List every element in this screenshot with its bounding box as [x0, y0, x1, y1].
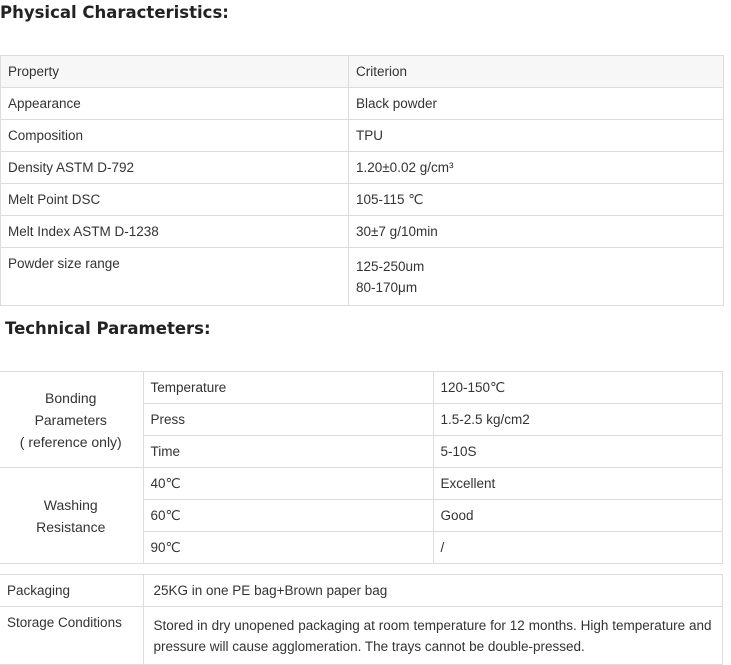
table-row — [1, 152, 724, 184]
storage-conditions-value-cell: Stored in dry unopened packaging at room temperature for 12 months. High temperature and pressure will cause agglomeration. The trays cannot be double-pressed. — [143, 607, 722, 665]
table-row — [1, 120, 724, 152]
parameter-cell: Press — [143, 404, 433, 436]
criterion-cell: 1.20±0.02 g/cm³ — [349, 152, 724, 184]
criterion-cell: 30±7 g/10min — [349, 216, 724, 248]
group-label-line: Washing — [43, 496, 98, 513]
powder-size-line: 125-250um — [356, 258, 425, 274]
table-row — [1, 184, 724, 216]
property-cell: Appearance — [1, 88, 349, 120]
column-header-property: Property — [1, 56, 349, 88]
technical-parameters-table — [0, 371, 723, 564]
group-label-line: Bonding — [45, 389, 97, 406]
parameter-cell: 40℃ — [143, 468, 433, 500]
washing-resistance-group-cell — [0, 468, 143, 564]
table-row — [1, 216, 724, 248]
powder-size-line: 80-170μm — [356, 279, 418, 295]
property-cell: Melt Point DSC — [1, 184, 349, 216]
storage-table — [0, 574, 723, 665]
table-row — [1, 88, 724, 120]
group-label-line: Resistance — [36, 518, 106, 535]
table-row — [0, 607, 722, 665]
table-row — [0, 575, 722, 607]
value-cell: 120-150℃ — [433, 372, 722, 404]
storage-conditions-label-cell: Storage Conditions — [0, 607, 143, 665]
table-row — [0, 372, 722, 404]
criterion-cell — [349, 248, 724, 306]
property-cell: Melt Index ASTM D-1238 — [1, 216, 349, 248]
parameter-cell: 90℃ — [143, 532, 433, 564]
group-label-line: ( reference only) — [19, 433, 122, 450]
group-label-line: Parameters — [34, 411, 107, 428]
physical-characteristics-heading: Physical Characteristics: — [0, 3, 229, 22]
parameter-cell: Time — [143, 436, 433, 468]
value-cell: 1.5-2.5 kg/cm2 — [433, 404, 722, 436]
technical-parameters-heading: Technical Parameters: — [5, 319, 211, 338]
criterion-cell: TPU — [349, 120, 724, 152]
property-cell: Density ASTM D-792 — [1, 152, 349, 184]
value-cell: / — [433, 532, 722, 564]
table-header-row — [1, 56, 724, 88]
packaging-label-cell: Packaging — [0, 575, 143, 607]
table-row — [1, 248, 724, 306]
value-cell: Excellent — [433, 468, 722, 500]
bonding-parameters-group-cell — [0, 372, 143, 468]
parameter-cell: Temperature — [143, 372, 433, 404]
column-header-criterion: Criterion — [349, 56, 724, 88]
table-row — [0, 468, 722, 500]
criterion-cell: 105-115 ℃ — [349, 184, 724, 216]
property-cell: Composition — [1, 120, 349, 152]
value-cell: 5-10S — [433, 436, 722, 468]
criterion-cell: Black powder — [349, 88, 724, 120]
physical-characteristics-table — [0, 55, 724, 306]
property-cell: Powder size range — [1, 248, 349, 306]
parameter-cell: 60℃ — [143, 500, 433, 532]
packaging-value-cell: 25KG in one PE bag+Brown paper bag — [143, 575, 722, 607]
value-cell: Good — [433, 500, 722, 532]
